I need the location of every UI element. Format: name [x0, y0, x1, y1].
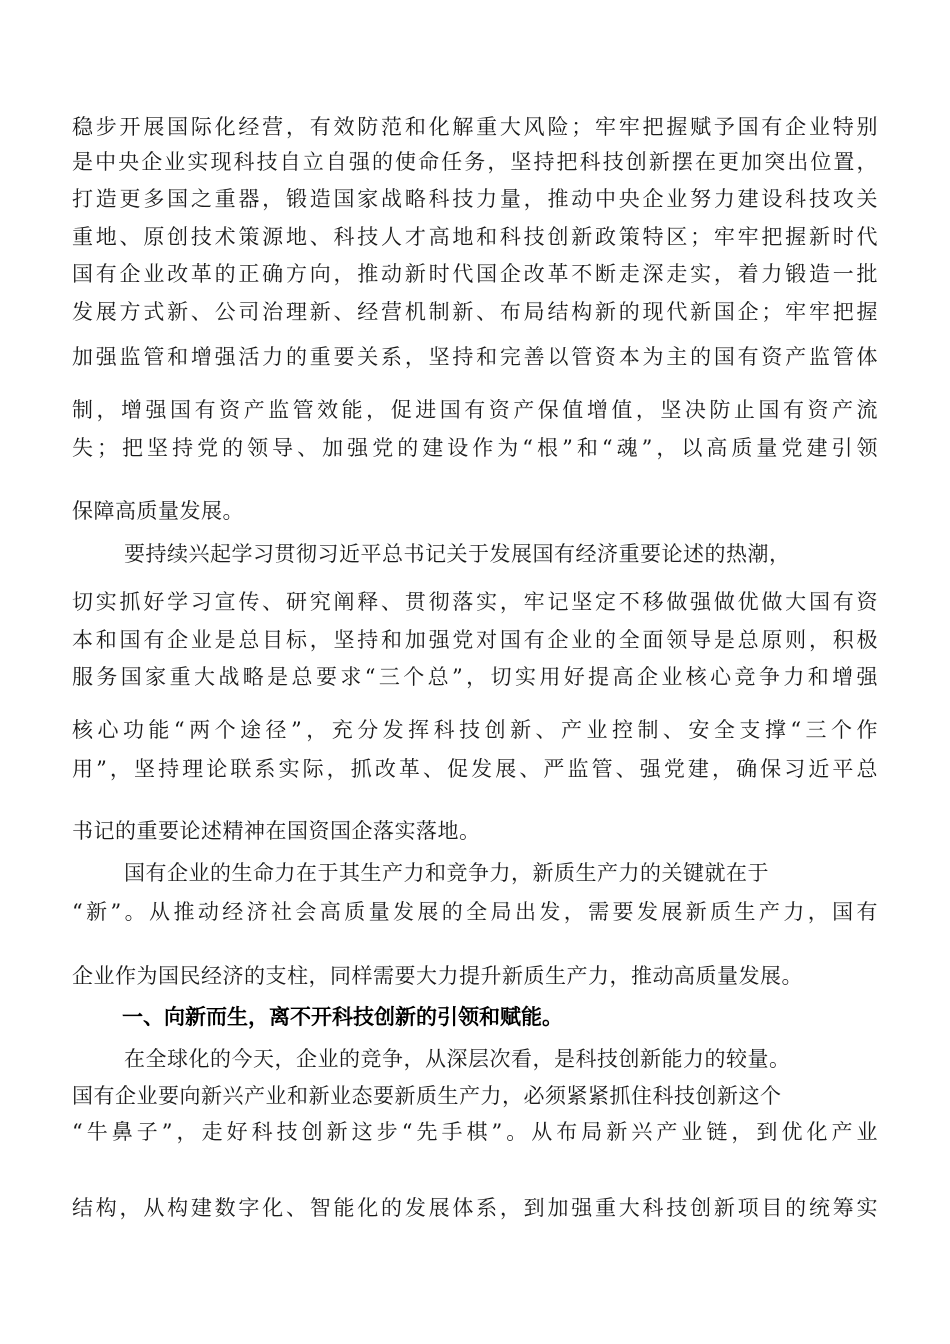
paragraph-line: 书记的重要论述精神在国资国企落实落地。	[72, 819, 481, 843]
paragraph-line: 用”，坚持理论联系实际，抓改革、促发展、严监管、强党建，确保习近平总	[72, 757, 878, 781]
paragraph-line: 打造更多国之重器，锻造国家战略科技力量，推动中央企业努力建设科技攻关	[72, 187, 878, 211]
paragraph-line: 切实抓好学习宣传、研究阐释、贯彻落实，牢记坚定不移做强做优做大国有资	[72, 590, 878, 614]
paragraph-line: 发展方式新、公司治理新、经营机制新、布局结构新的现代新国企；牢牢把握	[72, 300, 878, 324]
paragraph-line: 稳步开展国际化经营，有效防范和化解重大风险；牢牢把握赋予国有企业特别	[72, 115, 878, 139]
paragraph-line: 失；把坚持党的领导、加强党的建设作为“根”和“魂”，以高质量党建引领	[72, 436, 878, 460]
paragraph-line: 企业作为国民经济的支柱，同样需要大力提升新质生产力，推动高质量发展。	[72, 964, 803, 988]
paragraph-line: 核心功能“两个途径”，充分发挥科技创新、产业控制、安全支撑“三个作	[72, 718, 878, 742]
paragraph-line: 重地、原创技术策源地、科技人才高地和科技创新政策特区；牢牢把握新时代	[72, 225, 878, 249]
paragraph-line: “牛鼻子”，走好科技创新这步“先手棋”。从布局新兴产业链，到优化产业	[72, 1120, 878, 1144]
paragraph-line: 是中央企业实现科技自立自强的使命任务，坚持把科技创新摆在更加突出位置，	[72, 150, 878, 174]
paragraph-line: 国有企业要向新兴产业和新业态要新质生产力，必须紧紧抓住科技创新这个	[72, 1084, 782, 1108]
paragraph-line: 保障高质量发展。	[72, 499, 244, 523]
paragraph-line: 结构，从构建数字化、智能化的发展体系，到加强重大科技创新项目的统筹实	[72, 1196, 878, 1220]
paragraph-line: 本和国有企业是总目标，坚持和加强党对国有企业的全面领导是总原则，积极	[72, 628, 878, 652]
paragraph-line: “新”。从推动经济社会高质量发展的全局出发，需要发展新质生产力，国有	[72, 900, 878, 924]
paragraph-line: 国有企业改革的正确方向，推动新时代国企改革不断走深走实，着力锻造一批	[72, 262, 878, 286]
section-heading: 一、向新而生，离不开科技创新的引领和赋能。	[122, 1005, 563, 1029]
paragraph-line: 要持续兴起学习贯彻习近平总书记关于发展国有经济重要论述的热潮，	[124, 542, 791, 566]
paragraph-line: 服务国家重大战略是总要求“三个总”，切实用好提高企业核心竞争力和增强	[72, 665, 878, 689]
paragraph-line: 在全球化的今天，企业的竞争，从深层次看，是科技创新能力的较量。	[124, 1047, 791, 1071]
paragraph-line: 国有企业的生命力在于其生产力和竞争力，新质生产力的关键就在于	[124, 861, 769, 885]
paragraph-line: 制，增强国有资产监管效能，促进国有资产保值增值，坚决防止国有资产流	[72, 398, 878, 422]
paragraph-line: 加强监管和增强活力的重要关系，坚持和完善以管资本为主的国有资产监管体	[72, 345, 878, 369]
